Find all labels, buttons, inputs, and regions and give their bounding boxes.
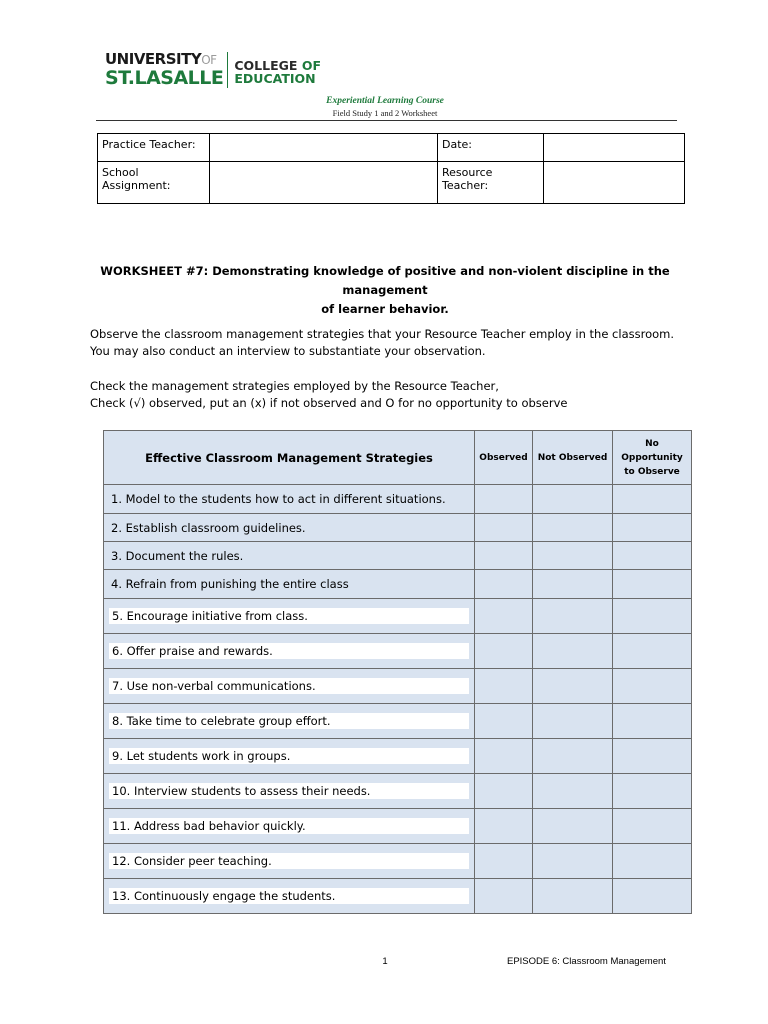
- not-observed-cell[interactable]: [533, 844, 613, 879]
- observed-cell[interactable]: [475, 634, 533, 669]
- table-row: [104, 844, 692, 879]
- not-observed-cell[interactable]: [533, 485, 613, 514]
- observed-cell[interactable]: [475, 809, 533, 844]
- observed-cell[interactable]: [475, 879, 533, 914]
- table-row: [104, 514, 692, 542]
- strategy-cell: [104, 542, 475, 570]
- table-row: [104, 739, 692, 774]
- strategy-text: 1. Model to the students how to act in different situations.: [111, 492, 446, 506]
- logo-university-block: [105, 52, 223, 88]
- strategy-cell: [104, 774, 475, 809]
- resource-teacher-label: Resource Teacher:: [438, 162, 544, 204]
- not-observed-column-header: Not Observed: [533, 431, 613, 485]
- no-opportunity-cell[interactable]: [613, 704, 692, 739]
- strategy-text: 12. Consider peer teaching.: [109, 853, 469, 869]
- observed-cell[interactable]: [475, 844, 533, 879]
- not-observed-cell[interactable]: [533, 809, 613, 844]
- observed-cell[interactable]: [475, 570, 533, 599]
- table-row: [104, 570, 692, 599]
- table-row: [104, 809, 692, 844]
- not-observed-cell[interactable]: [533, 634, 613, 669]
- logo-divider: [227, 52, 228, 88]
- table-row: [104, 634, 692, 669]
- strategy-cell: [104, 634, 475, 669]
- strategy-text: 11. Address bad behavior quickly.: [109, 818, 469, 834]
- observed-cell[interactable]: [475, 774, 533, 809]
- course-subtitle: Field Study 1 and 2 Worksheet: [332, 108, 438, 118]
- strategy-text: 2. Establish classroom guidelines.: [111, 520, 306, 535]
- strategy-cell: [104, 669, 475, 704]
- strategy-cell: [104, 570, 475, 599]
- strategy-text: 10. Interview students to assess their needs.: [109, 783, 469, 799]
- strategy-text: 13. Continuously engage the students.: [109, 888, 469, 904]
- observed-cell[interactable]: [475, 739, 533, 774]
- strategy-column-header: Effective Classroom Management Strategies: [104, 431, 475, 485]
- logo-university-text: UNIVERSITYOF: [105, 50, 217, 68]
- logo-college-block: [234, 59, 321, 85]
- observed-cell[interactable]: [475, 514, 533, 542]
- no-opportunity-cell[interactable]: [613, 774, 692, 809]
- table-row: [104, 599, 692, 634]
- no-opportunity-column-header: No Opportunity to Observe: [613, 431, 692, 485]
- worksheet-title: WORKSHEET #7: Demonstrating knowledge of positive and non-violent discipline in the management of learner behavior.: [100, 264, 670, 316]
- strategy-text: 6. Offer praise and rewards.: [109, 643, 469, 659]
- course-title: Experiential Learning Course: [326, 96, 444, 106]
- date-field[interactable]: [544, 134, 685, 162]
- not-observed-cell[interactable]: [533, 879, 613, 914]
- header-divider: [96, 120, 677, 121]
- instruction-paragraph-1: Observe the classroom management strategies that your Resource Teacher employ in the classroom. You may also conduct an interview to substantiate your observation.: [90, 327, 675, 358]
- table-row: [104, 704, 692, 739]
- logo-college-text: COLLEGE OF: [234, 58, 321, 73]
- strategy-cell: [104, 844, 475, 879]
- no-opportunity-cell[interactable]: [613, 844, 692, 879]
- strategy-cell: [104, 704, 475, 739]
- info-table: [97, 133, 685, 204]
- strategies-table: [103, 430, 692, 914]
- strategies-table-body: [104, 485, 692, 914]
- strategy-text: 8. Take time to celebrate group effort.: [109, 713, 469, 729]
- no-opportunity-cell[interactable]: [613, 599, 692, 634]
- logo-st-lasalle-text: ST.LASALLE: [105, 67, 224, 89]
- observed-cell[interactable]: [475, 542, 533, 570]
- table-row: [104, 669, 692, 704]
- strategy-text: 9. Let students work in groups.: [109, 748, 469, 764]
- strategy-text: 5. Encourage initiative from class.: [109, 608, 469, 624]
- school-assignment-label: School Assignment:: [98, 162, 210, 204]
- strategy-cell: [104, 739, 475, 774]
- strategy-cell: [104, 599, 475, 634]
- no-opportunity-cell[interactable]: [613, 879, 692, 914]
- not-observed-cell[interactable]: [533, 739, 613, 774]
- episode-label: EPISODE 6: Classroom Management: [507, 956, 666, 967]
- logo-education-text: EDUCATION: [234, 71, 316, 87]
- date-label: Date:: [438, 134, 544, 162]
- strategy-cell: [104, 879, 475, 914]
- page-number: 1: [382, 956, 388, 967]
- no-opportunity-cell[interactable]: [613, 570, 692, 599]
- no-opportunity-cell[interactable]: [613, 809, 692, 844]
- observed-cell[interactable]: [475, 485, 533, 514]
- table-row: [104, 774, 692, 809]
- strategy-text: 7. Use non-verbal communications.: [109, 678, 469, 694]
- table-row: [104, 879, 692, 914]
- not-observed-cell[interactable]: [533, 542, 613, 570]
- not-observed-cell[interactable]: [533, 774, 613, 809]
- strategy-cell: [104, 485, 475, 514]
- not-observed-cell[interactable]: [533, 704, 613, 739]
- observed-column-header: Observed: [475, 431, 533, 485]
- observed-cell[interactable]: [475, 704, 533, 739]
- strategy-cell: [104, 514, 475, 542]
- no-opportunity-cell[interactable]: [613, 542, 692, 570]
- instruction-paragraph-2: Check the management strategies employed by the Resource Teacher, Check (√) observed, put an (x) if not observed and O for no opportunity to observe: [90, 379, 568, 410]
- no-opportunity-cell[interactable]: [613, 669, 692, 704]
- table-row: [104, 542, 692, 570]
- not-observed-cell[interactable]: [533, 599, 613, 634]
- not-observed-cell[interactable]: [533, 570, 613, 599]
- school-assignment-field[interactable]: [210, 162, 438, 204]
- practice-teacher-field[interactable]: [210, 134, 438, 162]
- no-opportunity-cell[interactable]: [613, 739, 692, 774]
- observed-cell[interactable]: [475, 599, 533, 634]
- practice-teacher-label: Practice Teacher:: [98, 134, 210, 162]
- strategy-text: 4. Refrain from punishing the entire class: [111, 577, 349, 591]
- resource-teacher-field[interactable]: [544, 162, 685, 204]
- strategy-cell: [104, 809, 475, 844]
- observed-cell[interactable]: [475, 669, 533, 704]
- not-observed-cell[interactable]: [533, 669, 613, 704]
- table-row: [104, 485, 692, 514]
- university-logo: [105, 52, 321, 92]
- strategy-text: 3. Document the rules.: [111, 548, 244, 563]
- no-opportunity-cell[interactable]: [613, 514, 692, 542]
- no-opportunity-cell[interactable]: [613, 634, 692, 669]
- no-opportunity-cell[interactable]: [613, 485, 692, 514]
- not-observed-cell[interactable]: [533, 514, 613, 542]
